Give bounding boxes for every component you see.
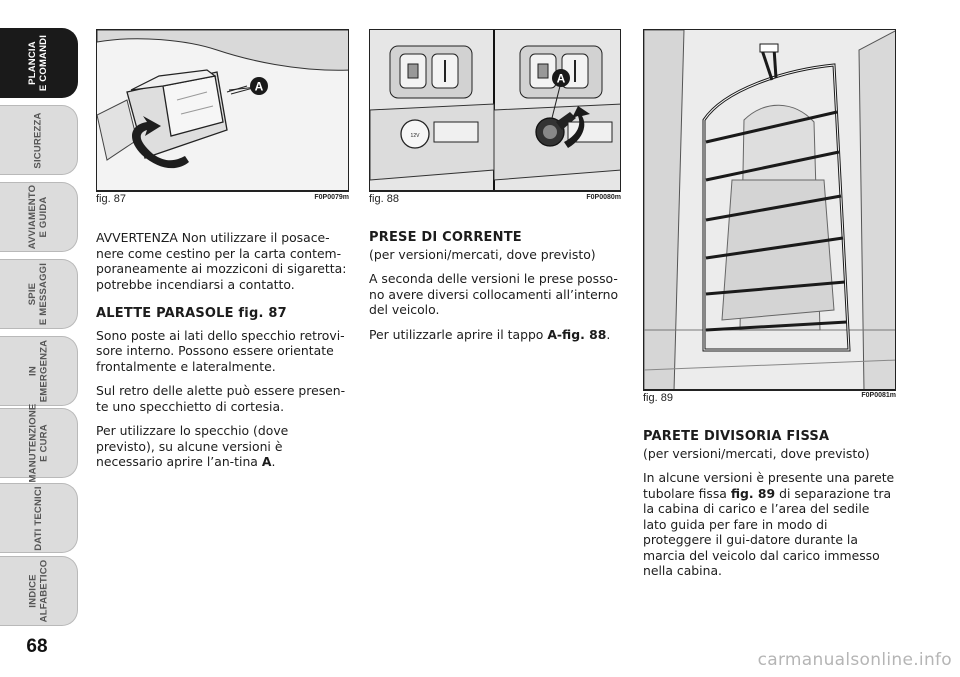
partition-wall-illustration bbox=[644, 30, 896, 390]
figure-caption: fig. 87 bbox=[96, 193, 126, 205]
tab-label: IN EMERGENZA bbox=[27, 339, 50, 403]
section-heading: ALETTE PARASOLE fig. 87 bbox=[96, 306, 287, 321]
caption-rule bbox=[96, 191, 349, 192]
tab-label: PLANCIA E COMANDI bbox=[27, 34, 50, 92]
paragraph: In alcune versioni è presente una parete tubolare fissa fig. 89 di separazione tra la cabina di carico e l’area del sedile lato guida per fare in modo di proteggere il gui-datore durante la marcia del veicolo dal carico immesso nella cabina. bbox=[643, 470, 895, 578]
paragraph: A seconda delle versioni le prese posso-no avere diversi collocamenti all’interno del veicolo. bbox=[369, 271, 619, 317]
tab-spie-e-messaggi[interactable] bbox=[0, 259, 78, 329]
tab-label: DATI TECNICI bbox=[33, 485, 44, 551]
tab-label: MANUTENZIONE E CURA bbox=[27, 403, 50, 483]
tab-label: SPIE E MESSAGGI bbox=[27, 262, 50, 326]
paragraph: Sul retro delle alette può essere presen-te uno specchietto di cortesia. bbox=[96, 383, 346, 414]
paragraph: Sono poste ai lati dello specchio retrovi-sore interno. Possono essere orientate frontalmente e lateralmente. bbox=[96, 327, 345, 374]
column-sun-visor bbox=[96, 230, 349, 479]
paragraph: Per utilizzare lo specchio (dove previsto), su alcune versioni è necessario aprire l’an-tina A. bbox=[96, 423, 289, 469]
paragraph: Per utilizzarle aprire il tappo A-fig. 88. bbox=[369, 326, 611, 342]
sun-visor-illustration bbox=[97, 30, 349, 191]
tab-sicurezza[interactable] bbox=[0, 105, 78, 175]
tab-manutenzione-e-cura[interactable] bbox=[0, 403, 78, 483]
marker-a: A bbox=[556, 71, 566, 86]
power-socket-illustration bbox=[370, 30, 621, 191]
tab-in-emergenza[interactable] bbox=[0, 336, 78, 406]
tab-indice-alfabetico[interactable] bbox=[0, 556, 78, 626]
figure-code: F0P0081m bbox=[861, 392, 896, 399]
tab-plancia-e-comandi[interactable] bbox=[0, 28, 78, 98]
caption-rule bbox=[369, 191, 621, 192]
section-subheading: (per versioni/mercati, dove previsto) bbox=[643, 445, 870, 461]
tab-label: INDICE ALFABETICO bbox=[27, 559, 50, 623]
warning-text: AVVERTENZA Non utilizzare il posace-nere come cestino per la carta contem-poraneamente ai mozziconi di sigaretta: potrebbe incendiarsi a contatto. bbox=[96, 230, 347, 292]
figure-code: F0P0080m bbox=[586, 194, 621, 201]
chapter-tabs bbox=[0, 0, 80, 677]
marker-a: A bbox=[254, 79, 264, 94]
page-number: 68 bbox=[26, 636, 48, 657]
figure-code: F0P0079m bbox=[314, 194, 349, 201]
socket-label: 12V bbox=[410, 133, 420, 139]
watermark: carmanualsonline.info bbox=[757, 650, 952, 670]
section-heading: PARETE DIVISORIA FISSA bbox=[643, 429, 830, 444]
section-subheading: (per versioni/mercati, dove previsto) bbox=[369, 246, 596, 262]
column-partition-wall bbox=[643, 429, 896, 588]
column-power-socket bbox=[369, 230, 622, 351]
figure-caption: fig. 88 bbox=[369, 193, 399, 205]
tab-label: SICUREZZA bbox=[32, 111, 44, 169]
figure-caption: fig. 89 bbox=[643, 392, 673, 404]
figure-power-socket bbox=[369, 29, 621, 191]
tab-dati-tecnici[interactable] bbox=[0, 483, 78, 553]
figure-partition-wall bbox=[643, 29, 896, 390]
tab-label: AVVIAMENTO E GUIDA bbox=[27, 184, 50, 250]
tab-avviamento-e-guida[interactable] bbox=[0, 182, 78, 252]
caption-rule bbox=[643, 390, 896, 391]
figure-sun-visor bbox=[96, 29, 349, 191]
section-heading: PRESE DI CORRENTE bbox=[369, 230, 522, 245]
